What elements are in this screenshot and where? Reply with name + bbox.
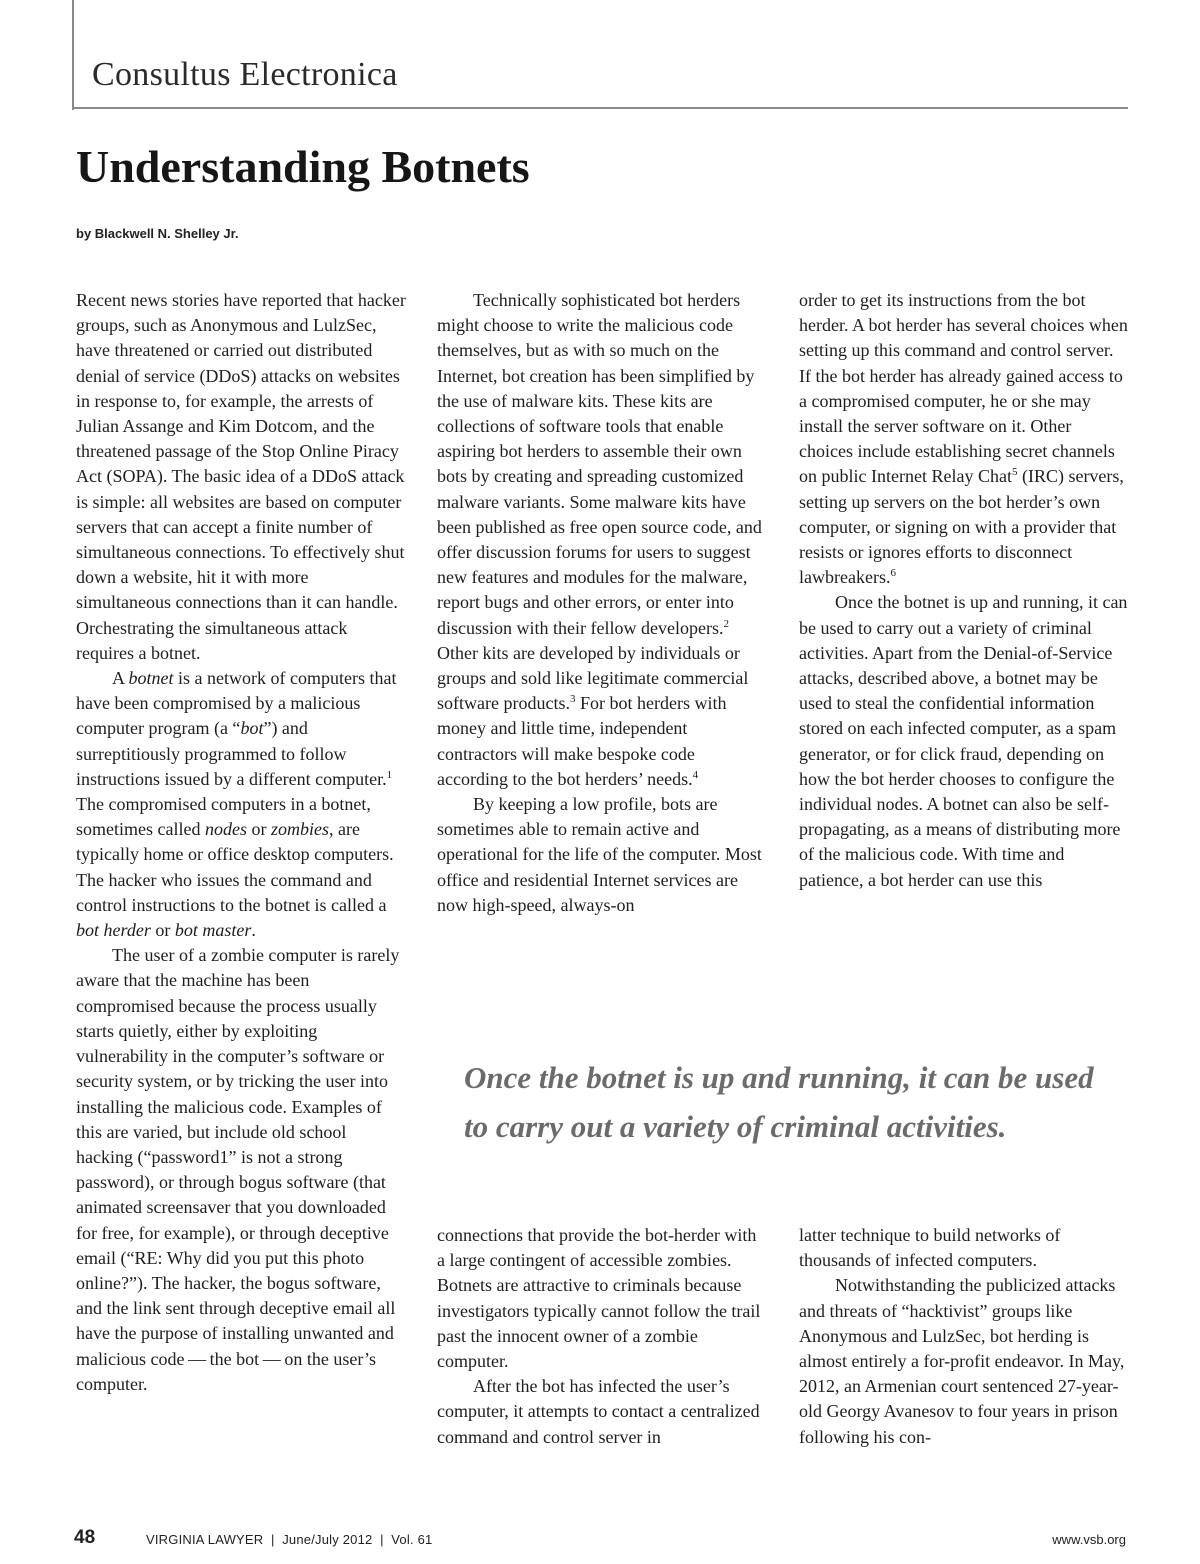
footnote-ref-4: 4	[692, 768, 699, 781]
col1-paragraph-2: A botnet is a network of computers that have been compromised by a malicious computer program (a “bot”) and surreptitiously programmed to follow instructions issued by a different computer.$^1$ The compromised computers in a botnet, sometimes called nodes or zombies, are typically home or office desktop computers. The hacker who issues the command and control instructions to the botnet is called a bot herder or bot master.	[76, 668, 397, 941]
footnote-ref-1: 1	[386, 768, 393, 781]
column-1	[76, 288, 406, 1397]
col2-paragraph-1: Technically sophisticated bot herders might choose to write the malicious code themselves, but as with so much on the Internet, bot creation has been simplified by the use of malware kits. These kits are collections of software tools that enable aspiring bot herders to assemble their own bots by creating and spreading customized malware variants. Some malware kits have been published as free open source code, and offer discussion forums for users to suggest new features and modules for the malware, report bugs and other errors, or enter into discussion with their fellow developers.$^2$ Other kits are developed by individuals or groups and sold like legitimate commercial software products.$^3$ For bot herders with money and little time, independent contractors will make bespoke code according to the bot herders’ needs.$^4$	[437, 290, 762, 789]
col2b-paragraph-1: connections that provide the bot-herder with a large contingent of accessible zombies. Botnets are attractive to criminals because investigators typically cannot follow the trail past the innocent owner of a zombie computer.	[437, 1225, 761, 1372]
column-3-top	[799, 288, 1129, 893]
col1-paragraph-3: The user of a zombie computer is rarely aware that the machine has been compromised because the process usually starts quietly, either by exploiting vulnerability in the computer’s software or security system, or by tricking the user into installing the malicious code. Examples of this are varied, but include old school hacking (“password1” is not a strong password), or through bogus software (that animated screensaver that you downloaded for free, for example), or through deceptive email (“RE: Why did you put this photo online?”). The hacker, the bogus software, and the link sent through deceptive email all have the purpose of installing unwanted and malicious code — the bot — on the user’s computer.	[76, 945, 400, 1394]
website-link[interactable]: www.vsb.org	[1052, 1532, 1126, 1547]
header-vertical-rule	[72, 0, 74, 110]
col3b-paragraph-2: Notwithstanding the publicized attacks and threats of “hacktivist” groups like Anonymous and LulzSec, bot herding is almost entirely a for-profit endeavor. In May, 2012, an Armenian court sentenced 27-year-old Georgy Avanesov to four years in prison following his con-	[799, 1275, 1125, 1447]
article-title: Understanding Botnets	[76, 141, 530, 192]
section-title: Consultus Electronica	[92, 56, 398, 93]
pull-quote	[464, 1053, 1164, 1151]
footnote-ref-5: 5	[1011, 466, 1018, 479]
footnote-ref-2: 2	[723, 617, 729, 630]
col2-paragraph-2: By keeping a low profile, bots are sometimes able to remain active and operational for the life of the computer. Most office and residential Internet services are now high-speed, always-on	[437, 794, 762, 915]
footnote-ref-6: 6	[890, 567, 896, 580]
col3-paragraph-2: Once the botnet is up and running, it can be used to carry out a variety of criminal activities. Apart from the Denial-of-Service attacks, described above, a botnet may be used to steal the confidential information stored on each infected computer, as a spam generator, or for click fraud, depending on how the bot herder chooses to configure the individual nodes. A botnet can also be self-propagating, as a means of distributing more of the malicious code. With time and patience, a bot herder can use this	[799, 592, 1128, 890]
col1-paragraph-1: Recent news stories have reported that hacker groups, such as Anonymous and LulzSec, have threatened or carried out distributed denial of service (DDoS) attacks on websites in response to, for example, the arrests of Julian Assange and Kim Dotcom, and the threatened passage of the Stop Online Piracy Act (SOPA). The basic idea of a DDoS attack is simple: all websites are based on computer servers that can accept a finite number of simultaneous connections. To effectively shut down a website, hit it with more simultaneous connections than it can handle. Orchestrating the simultaneous attack requires a botnet.	[76, 290, 406, 663]
col3b-paragraph-1: latter technique to build networks of thousands of infected computers.	[799, 1225, 1061, 1271]
publication-info: VIRGINIA LAWYER | June/July 2012 | Vol. 61	[146, 1532, 433, 1547]
footnote-ref-3: 3	[569, 693, 576, 706]
pull-quote-line-1: Once the botnet is up and running, it can be used	[464, 1060, 1094, 1095]
col3-paragraph-1: order to get its instructions from the bot herder. A bot herder has several choices when setting up this command and control server. If the bot herder has already gained access to a compromised computer, he or she may install the server software on it. Other choices include establishing secret channels on public Internet Relay Chat$^5$ (IRC) servers, setting up servers on the bot herder’s own computer, or signing on with a provider that resists or ignores efforts to disconnect lawbreakers.$^6$	[799, 290, 1128, 588]
column-2-top	[437, 288, 767, 918]
column-3-bottom	[799, 1223, 1129, 1450]
col2b-paragraph-2: After the bot has infected the user’s computer, it attempts to contact a centralized command and control server in	[437, 1376, 760, 1447]
page-number: 48	[74, 1527, 96, 1548]
header-horizontal-rule	[72, 107, 1128, 109]
byline: by Blackwell N. Shelley Jr.	[76, 226, 239, 241]
column-2-bottom	[437, 1223, 767, 1450]
pull-quote-line-2: to carry out a variety of criminal activities.	[464, 1109, 1007, 1144]
